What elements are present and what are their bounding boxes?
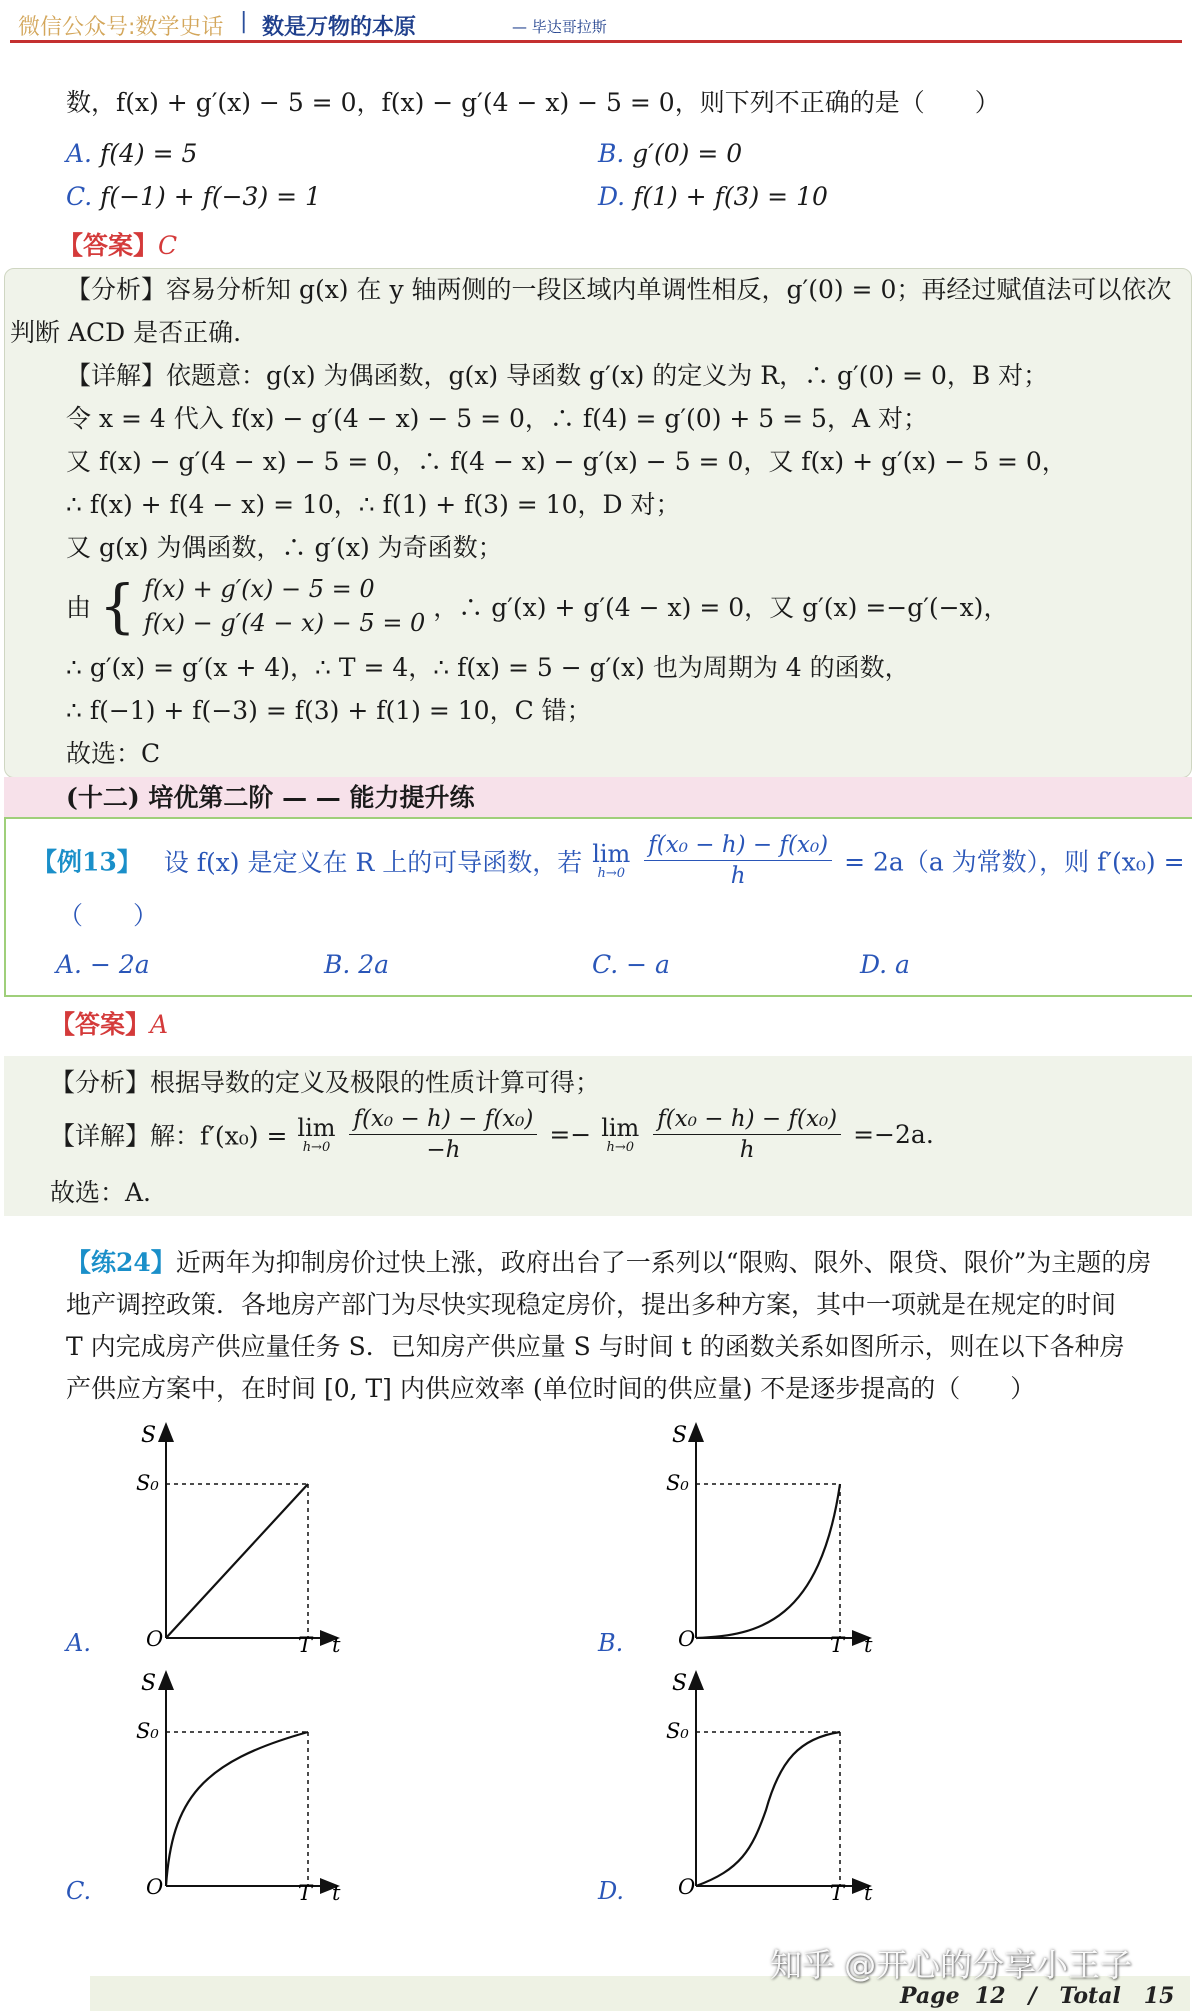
- graph-a-curve: [166, 1484, 308, 1638]
- graph-b-t-cap-label: T: [830, 1633, 845, 1657]
- q1-detail-line1: 【详解】依题意：g(x) 为偶函数，g(x) 导函数 g′(x) 的定义为 R，∴ g′(0) = 0，B 对；: [66, 361, 1049, 390]
- q1-system-brace: {: [98, 571, 136, 640]
- graph-c-origin-label: O: [146, 1875, 164, 1899]
- ex13-stem: [32, 832, 1185, 889]
- q1-detail-system-line: [66, 572, 1008, 640]
- graph-c-curve: [166, 1732, 308, 1886]
- header-separator: |: [240, 9, 248, 34]
- graph-b-option-label: B.: [598, 1629, 624, 1657]
- q1-option-b: [598, 141, 742, 166]
- graph-a-option-label: A.: [66, 1629, 91, 1657]
- graph-a-origin-label: O: [146, 1627, 164, 1651]
- ex13-frac-num: f(x₀ − h) − f(x₀): [644, 832, 832, 861]
- graph-a-s0-label: S₀: [136, 1471, 159, 1495]
- ex13-detail-lim1: [297, 1114, 335, 1155]
- lian24-line1: [66, 1250, 1151, 1275]
- q1-system-suffix: ，∴ g′(x) + g′(4 − x) = 0，又 g′(x) =−g′(−x)，: [433, 593, 1009, 622]
- graph-a-t-cap-label: T: [298, 1633, 313, 1657]
- q1-answer-tag: 【答案】: [58, 231, 159, 260]
- ex13-option-a: A. − 2a: [56, 950, 150, 979]
- ex13-stem-b: = 2a（a 为常数），则 f′(x₀) =: [844, 847, 1185, 877]
- ex13-conclusion: 故选：A.: [50, 1178, 152, 1207]
- graph-b-s-label: S: [672, 1423, 688, 1448]
- graph-d-s0-label: S₀: [666, 1719, 689, 1743]
- q1-conclusion: 故选：C: [66, 739, 161, 768]
- ex13-frac-den: h: [730, 863, 746, 889]
- q1-option-b-text: g′(0) = 0: [632, 139, 743, 168]
- ex13-stem-a: 设 f(x) 是定义在 R 上的可导函数，若: [163, 847, 583, 877]
- graph-d-s-label: S: [672, 1671, 688, 1696]
- graph-b-origin-label: O: [678, 1627, 696, 1651]
- q1-detail-line3: 又 f(x) − g′(4 − x) − 5 = 0，∴ f(4 − x) − g′(x) − 5 = 0，又 f(x) + g′(x) − 5 = 0，: [66, 447, 1067, 476]
- q1-analysis-line2: 判断 ACD 是否正确.: [10, 318, 242, 347]
- ex13-limit: [592, 840, 630, 881]
- ex13-answer: [50, 1012, 168, 1037]
- q1-system-row1: f(x) + g′(x) − 5 = 0: [143, 575, 375, 603]
- ex13-option-d: D. a: [860, 950, 910, 979]
- graph-d-t-label: t: [864, 1881, 873, 1905]
- ex13-detail-lim1-word: lim: [297, 1114, 336, 1142]
- lian24-line1-text: 近两年为抑制房价过快上涨，政府出台了一系列以“限购、限外、限贷、限价”为主题的房: [175, 1248, 1152, 1277]
- lian24-graphs: [0, 1420, 1192, 1920]
- lian24-tag: 【练24】: [66, 1248, 176, 1277]
- lian24-line3: T 内完成房产供应量任务 S．已知房产供应量 S 与时间 t 的函数关系如图所示，则在以下各种房: [66, 1332, 1125, 1361]
- q1-option-c-text: f(−1) + f(−3) = 1: [100, 182, 321, 211]
- ex13-detail-frac1-num: f(x₀ − h) − f(x₀): [349, 1106, 537, 1135]
- ex13-lim-sub: h→0: [597, 866, 626, 881]
- graph-c-option-label: C.: [66, 1877, 92, 1905]
- ex13-detail-lim2-sub: h→0: [606, 1140, 635, 1155]
- header-account: 微信公众号:数学史话: [18, 15, 224, 40]
- ex13-fraction: [644, 832, 832, 889]
- q1-option-c-label: C.: [66, 182, 93, 211]
- ex13-detail-mid: =−: [549, 1120, 592, 1149]
- graph-d: [597, 1671, 873, 1905]
- graph-a-t-label: t: [332, 1633, 341, 1657]
- q1-answer-value: C: [158, 231, 178, 260]
- lian24-line2: 地产调控政策．各地房产部门为尽快实现稳定房价，提出多种方案，其中一项就是在规定的时间: [66, 1290, 1117, 1319]
- ex13-blank: （ ）: [58, 901, 159, 930]
- lian24-line4: 产供应方案中，在时间 [0, T] 内供应效率 (单位时间的供应量) 不是逐步提高的（ ）: [66, 1374, 1036, 1403]
- ex13-detail-frac2: [653, 1106, 841, 1163]
- q1-option-d: [598, 184, 828, 209]
- q1-option-a: [66, 141, 197, 166]
- header-rule: [10, 40, 1182, 43]
- graph-b-s0-label: S₀: [666, 1471, 689, 1495]
- q1-option-b-label: B.: [598, 139, 625, 168]
- graph-c-s0-label: S₀: [136, 1719, 159, 1743]
- q1-detail-line2: 令 x = 4 代入 f(x) − g′(4 − x) − 5 = 0，∴ f(4) = g′(0) + 5 = 5，A 对；: [66, 404, 928, 433]
- ex13-detail-end: =−2a.: [853, 1120, 934, 1149]
- graph-c-s-label: S: [141, 1671, 157, 1696]
- q1-option-a-label: A.: [66, 139, 93, 168]
- ex13-detail-lim2: [601, 1114, 639, 1155]
- graph-c-t-cap-label: T: [298, 1881, 313, 1905]
- q1-answer: [58, 233, 177, 258]
- ex13-detail-prefix: 【详解】解：f′(x₀) =: [50, 1121, 288, 1151]
- graph-d-option-label: D.: [598, 1877, 625, 1905]
- ex13-detail-frac2-num: f(x₀ − h) − f(x₀): [653, 1106, 841, 1135]
- zhihu-watermark: 知乎 @开心的分享小王子: [770, 1946, 1133, 1984]
- q1-option-a-text: f(4) = 5: [99, 139, 198, 168]
- ex13-tag: 【例13】: [32, 847, 142, 877]
- q1-detail-line7: ∴ g′(x) = g′(x + 4)，∴ T = 4，∴ f(x) = 5 − g′(x) 也为周期为 4 的函数，: [66, 653, 910, 682]
- ex13-analysis: 【分析】根据导数的定义及极限的性质计算可得；: [50, 1068, 601, 1097]
- q1-stem: 数，f(x) + g′(x) − 5 = 0，f(x) − g′(4 − x) − 5 = 0，则下列不正确的是（ ）: [66, 88, 1000, 117]
- q1-detail-line5: 又 g(x) 为偶函数，∴ g′(x) 为奇函数；: [66, 533, 503, 562]
- ex13-answer-tag: 【答案】: [50, 1010, 151, 1039]
- ex13-detail-lim2-word: lim: [601, 1114, 640, 1142]
- graph-b-curve: [696, 1484, 840, 1638]
- graph-c: [66, 1671, 341, 1905]
- q1-detail-line4: ∴ f(x) + f(4 − x) = 10，∴ f(1) + f(3) = 10，D 对；: [66, 490, 681, 519]
- ex13-detail-frac2-den: h: [739, 1137, 755, 1163]
- page-indicator: Page 12 / Total 15: [900, 1983, 1175, 2009]
- ex13-option-b: B. 2a: [324, 950, 390, 979]
- q1-system-row2: f(x) − g′(4 − x) − 5 = 0: [143, 609, 426, 637]
- graph-d-origin-label: O: [678, 1875, 696, 1899]
- ex13-detail-frac1-den: −h: [426, 1137, 461, 1163]
- header-motto: 数是万物的本原: [262, 15, 417, 40]
- q1-equation-system: [99, 572, 425, 640]
- q1-system-prefix: 由: [66, 593, 92, 622]
- graph-c-t-label: t: [332, 1881, 341, 1905]
- ex13-detail-lim1-sub: h→0: [302, 1140, 331, 1155]
- header-attribution: — 毕达哥拉斯: [512, 18, 607, 36]
- q1-analysis-line1: 【分析】容易分析知 g(x) 在 y 轴两侧的一段区域内单调性相反，g′(0) = 0；再经过赋值法可以依次: [66, 275, 1172, 304]
- ex13-detail: [50, 1106, 934, 1163]
- section-title: (十二) 培优第二阶 — — 能力提升练: [66, 783, 475, 812]
- graph-d-curve: [696, 1732, 840, 1886]
- q1-option-c: [66, 184, 321, 209]
- ex13-detail-frac1: [349, 1106, 537, 1163]
- graph-a-s-label: S: [141, 1423, 157, 1448]
- q1-option-d-label: D.: [598, 182, 626, 211]
- graph-d-t-cap-label: T: [830, 1881, 845, 1905]
- ex13-answer-value: A: [150, 1010, 169, 1039]
- graph-b: [597, 1423, 873, 1657]
- q1-detail-line8: ∴ f(−1) + f(−3) = f(3) + f(1) = 10，C 错；: [66, 696, 592, 725]
- graph-b-t-label: t: [864, 1633, 873, 1657]
- ex13-option-c: C. − a: [592, 950, 670, 979]
- q1-option-d-text: f(1) + f(3) = 10: [633, 182, 828, 211]
- ex13-lim-word: lim: [592, 840, 631, 868]
- graph-a: [64, 1423, 341, 1657]
